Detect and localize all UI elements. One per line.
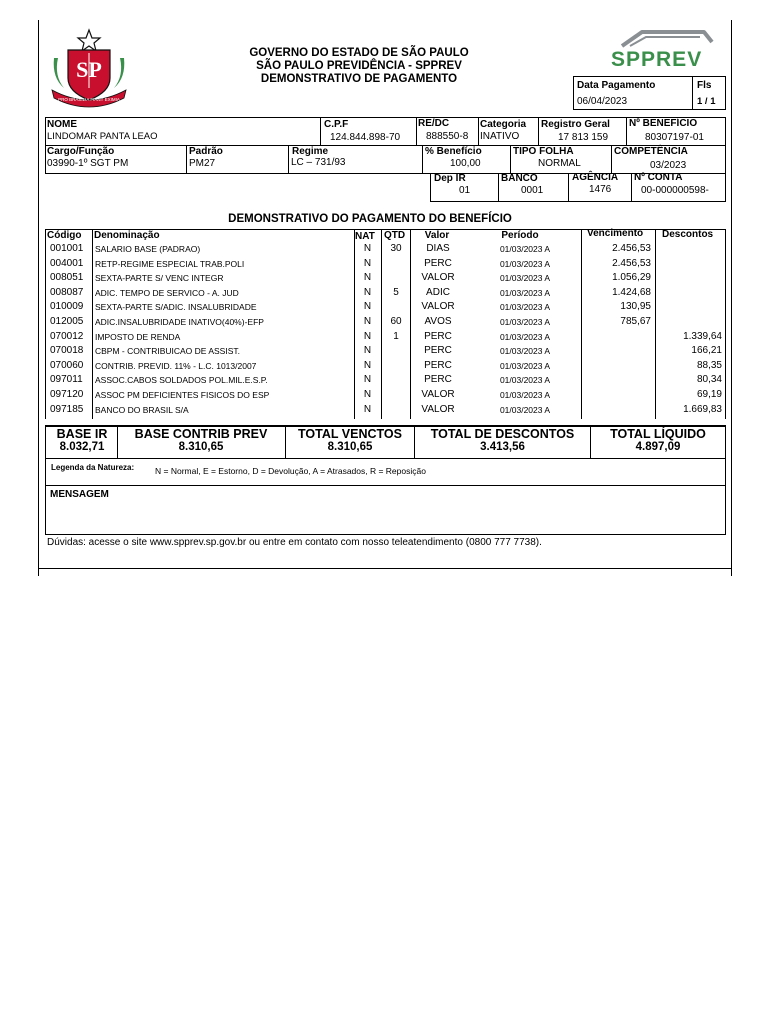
cell-qtd: 60 <box>390 316 402 327</box>
cell-nat: N <box>363 286 372 298</box>
col-descontos: Descontos <box>662 229 714 240</box>
total-liquido-value: 4.897,09 <box>635 441 681 453</box>
svg-text:SP: SP <box>76 57 102 82</box>
cell-denominacao: CBPM - CONTRIBUICAO DE ASSIST. <box>95 346 240 357</box>
cell-denominacao: ADIC. TEMPO DE SERVICO - A. JUD <box>95 287 239 298</box>
base-contrib-value: 8.310,65 <box>178 441 224 453</box>
banco-value: 0001 <box>521 185 544 196</box>
total-liquido-label: TOTAL LÍQUIDO <box>610 427 706 441</box>
cell-qtd: 1 <box>393 330 399 342</box>
cell-codigo: 097185 <box>50 403 84 415</box>
cell-nat: N <box>363 316 372 327</box>
cell-codigo: 070060 <box>50 359 84 371</box>
cell-qtd: 5 <box>393 286 399 298</box>
rg-value: 17 813 159 <box>558 132 609 143</box>
cell-valor: PERC <box>424 257 452 269</box>
cell-valor: VALOR <box>421 301 455 313</box>
pct-beneficio-value: 100,00 <box>450 158 481 169</box>
cell-codigo: 070012 <box>50 330 84 342</box>
dep-ir-label: Dep IR <box>434 173 466 184</box>
beneficio-value: 80307197-01 <box>645 132 704 143</box>
col-valor: Valor <box>424 230 450 241</box>
payment-date-label: Data Pagamento <box>577 80 656 91</box>
legend-label: Legenda da Natureza: <box>51 463 135 472</box>
cell-descontos: 88,35 <box>696 359 722 371</box>
info-row2-bottom <box>45 173 726 174</box>
cell-periodo: 01/03/2023 A <box>499 360 551 371</box>
svg-text:PRO BRASILIA FIANT EXIMIA: PRO BRASILIA FIANT EXIMIA <box>58 97 120 102</box>
info-right-line <box>725 117 726 201</box>
cpf-label: C.P.F <box>324 119 349 130</box>
total-venctos-label: TOTAL VENCTOS <box>298 427 402 441</box>
cell-valor: AVOS <box>424 316 452 327</box>
cell-denominacao: SEXTA-PARTE S/ADIC. INSALUBRIDADE <box>95 302 257 313</box>
cpf-value: 124.844.898-70 <box>330 132 401 143</box>
table-right-line <box>725 229 726 419</box>
cell-descontos: 69,19 <box>696 389 722 400</box>
cell-denominacao: ASSOC PM DEFICIENTES FISICOS DO ESP <box>95 390 270 400</box>
cell-valor: VALOR <box>421 403 455 415</box>
conta-label: Nº CONTA <box>634 172 683 183</box>
banco-label: BANCO <box>501 173 538 184</box>
total-descontos-value: 3.413,56 <box>480 441 525 453</box>
competencia-label: COMPETÊNCIA <box>614 146 688 157</box>
cell-denominacao: IMPOSTO DE RENDA <box>95 331 181 342</box>
cell-periodo: 01/03/2023 A <box>499 331 551 342</box>
info-row1-top <box>45 117 726 118</box>
cell-valor: VALOR <box>421 272 455 284</box>
cell-denominacao: SEXTA-PARTE S/ VENC INTEGR <box>95 273 224 284</box>
pct-beneficio-label: % Benefício <box>425 146 482 157</box>
cell-qtd: 30 <box>390 243 402 254</box>
dep-ir-value: 01 <box>459 185 471 196</box>
info-divider <box>498 173 499 201</box>
categoria-value: INATIVO <box>480 131 520 142</box>
cell-periodo: 01/03/2023 A <box>499 287 551 298</box>
legend-text: N = Normal, E = Estorno, D = Devolução, A = Atrasados, R = Reposição <box>155 466 426 476</box>
spprev-logo-text: SPPREV <box>611 48 703 71</box>
info-divider <box>422 145 423 173</box>
cell-nat: N <box>363 359 372 371</box>
cell-periodo: 01/03/2023 A <box>499 317 551 327</box>
header-line-1: GOVERNO DO ESTADO DE SÃO PAULO <box>249 47 469 59</box>
cell-codigo: 010009 <box>50 301 84 313</box>
cell-periodo: 01/03/2023 A <box>499 390 551 400</box>
padrao-value: PM27 <box>189 158 216 169</box>
page-bottom-border <box>38 568 732 569</box>
message-box <box>45 485 726 535</box>
cell-valor: PERC <box>424 330 452 342</box>
page-right-border <box>731 20 732 576</box>
cell-valor: ADIC <box>426 286 450 298</box>
cell-vencimento: 1.056,29 <box>612 272 651 284</box>
cell-valor: PERC <box>424 345 452 357</box>
base-ir-value: 8.032,71 <box>59 441 105 453</box>
col-periodo: Período <box>501 230 539 241</box>
cell-nat: N <box>363 345 372 357</box>
cell-codigo: 012005 <box>50 316 84 327</box>
cell-descontos: 80,34 <box>696 374 722 386</box>
col-vencimento: Vencimento <box>587 228 644 239</box>
info-divider <box>186 145 187 173</box>
cell-periodo: 01/03/2023 A <box>499 346 551 357</box>
spprev-logo <box>608 28 718 72</box>
sao-paulo-seal-logo <box>44 28 134 108</box>
cell-vencimento: 1.424,68 <box>612 286 651 298</box>
base-contrib-label: BASE CONTRIB PREV <box>134 427 268 441</box>
table-left-line <box>45 229 46 419</box>
cell-denominacao: BANCO DO BRASIL S/A <box>95 404 189 415</box>
cell-codigo: 097011 <box>50 374 83 386</box>
cell-codigo: 008087 <box>50 286 84 298</box>
nome-label: NOME <box>47 119 77 130</box>
info-divider <box>510 145 511 173</box>
cell-valor: PERC <box>424 359 452 371</box>
cell-periodo: 01/03/2023 A <box>499 258 551 269</box>
regime-value: LC – 731/93 <box>291 157 346 168</box>
cell-vencimento: 2.456,53 <box>612 243 651 254</box>
cell-codigo: 004001 <box>50 257 84 269</box>
cell-denominacao: RETP-REGIME ESPECIAL TRAB.POLI <box>95 258 245 269</box>
cargo-value: 03990-1º SGT PM <box>47 158 129 169</box>
fls-label: Fls <box>697 80 712 91</box>
info-divider <box>288 145 289 173</box>
cell-descontos: 166,21 <box>691 345 722 357</box>
message-label: MENSAGEM <box>50 489 109 500</box>
header-line-2: SÃO PAULO PREVIDÊNCIA - SPPREV <box>256 60 462 72</box>
cell-periodo: 01/03/2023 A <box>499 302 551 313</box>
rg-label: Registro Geral <box>541 119 610 130</box>
cell-descontos: 1.669,83 <box>683 403 722 415</box>
nome-value: LINDOMAR PANTA LEAO <box>47 131 158 142</box>
cell-nat: N <box>363 374 372 386</box>
tipo-folha-value: NORMAL <box>538 158 581 169</box>
cell-periodo: 01/03/2023 A <box>499 273 551 284</box>
competencia-value: 03/2023 <box>650 160 687 171</box>
redc-value: 888550-8 <box>426 131 469 142</box>
categoria-label: Categoria <box>480 119 527 130</box>
info-divider <box>320 117 321 145</box>
payment-box-divider <box>692 76 693 110</box>
cell-codigo: 008051 <box>50 272 84 284</box>
info-divider <box>538 117 539 145</box>
cell-valor: PERC <box>424 374 452 386</box>
cell-valor: DIAS <box>426 243 450 254</box>
fls-value: 1 / 1 <box>697 96 716 107</box>
padrao-label: Padrão <box>189 146 223 157</box>
agencia-label: AGÊNCIA <box>572 172 619 183</box>
cell-codigo: 001001 <box>50 243 84 254</box>
total-descontos-label: TOTAL DE DESCONTOS <box>430 427 575 441</box>
cell-codigo: 070018 <box>50 345 84 357</box>
page-left-border <box>38 20 39 576</box>
col-nat: NAT <box>355 231 375 242</box>
cell-denominacao: ASSOC.CABOS SOLDADOS POL.MIL.E.S.P. <box>95 375 268 386</box>
cell-nat: N <box>363 272 372 284</box>
redc-label: RE/DC <box>418 118 450 129</box>
table-col-divider <box>92 229 93 419</box>
cell-vencimento: 785,67 <box>620 316 651 327</box>
cell-nat: N <box>363 301 372 313</box>
regime-label: Regime <box>292 146 329 157</box>
payment-date-value: 06/04/2023 <box>577 96 628 107</box>
cell-nat: N <box>363 403 372 415</box>
cell-periodo: 01/03/2023 A <box>499 244 551 254</box>
cell-denominacao: SALARIO BASE (PADRAO) <box>95 244 201 254</box>
col-codigo: Código <box>47 230 82 241</box>
col-denominacao: Denominação <box>94 230 160 241</box>
cell-nat: N <box>363 257 372 269</box>
conta-value: 00-000000598- <box>641 185 709 196</box>
total-venctos-value: 8.310,65 <box>327 441 373 453</box>
cell-descontos: 1.339,64 <box>683 330 722 342</box>
cell-periodo: 01/03/2023 A <box>499 404 551 415</box>
info-row3-bottom <box>430 201 726 202</box>
agencia-value: 1476 <box>589 184 612 195</box>
info-divider <box>568 173 569 201</box>
col-qtd: QTD <box>384 230 406 241</box>
cell-denominacao: ADIC.INSALUBRIDADE INATIVO(40%)-EFP <box>95 317 264 327</box>
cell-nat: N <box>363 330 372 342</box>
info-divider <box>631 173 632 201</box>
tipo-folha-label: TIPO FOLHA <box>513 146 574 157</box>
info-divider <box>611 145 612 173</box>
cell-nat: N <box>363 389 372 400</box>
cargo-label: Cargo/Função <box>47 146 115 157</box>
info-left-line <box>45 117 46 173</box>
cell-denominacao: CONTRIB. PREVID. 11% - L.C. 1013/2007 <box>95 360 257 371</box>
cell-periodo: 01/03/2023 A <box>499 375 551 386</box>
base-ir-label: BASE IR <box>56 427 108 441</box>
info-divider <box>626 117 627 145</box>
cell-nat: N <box>363 243 372 254</box>
info-divider <box>416 117 417 145</box>
header-line-3: DEMONSTRATIVO DE PAGAMENTO <box>260 73 458 85</box>
cell-valor: VALOR <box>421 389 455 400</box>
info-divider <box>430 173 431 201</box>
footer-help-text: Dúvidas: acesse o site www.spprev.sp.gov.br ou entre em contato com nosso teleatendimento (0800 777 7738). <box>47 537 542 548</box>
beneficio-label: Nº BENEFÍCIO <box>629 118 698 129</box>
cell-codigo: 097120 <box>50 389 84 400</box>
table-title: DEMONSTRATIVO DO PAGAMENTO DO BENEFÍCIO <box>228 213 512 225</box>
cell-vencimento: 2.456,53 <box>612 257 651 269</box>
cell-vencimento: 130,95 <box>620 301 651 313</box>
info-divider <box>478 117 479 145</box>
